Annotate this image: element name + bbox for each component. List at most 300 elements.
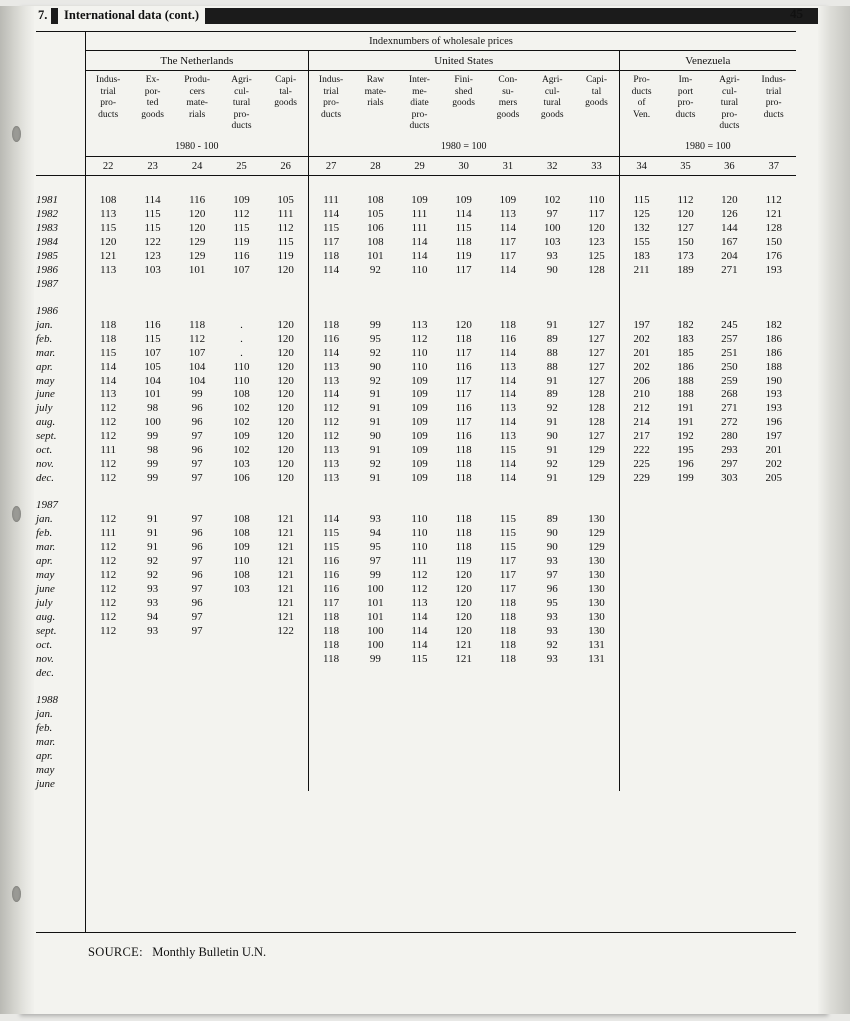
cell-27: 116 — [308, 569, 353, 583]
cell-23: 100 — [144, 416, 161, 429]
cell-37: 205 — [765, 472, 782, 485]
cell-32 — [530, 291, 574, 304]
cell-22: 112 — [85, 458, 130, 472]
cell-37: 197 — [765, 430, 782, 443]
cell-22: 113 — [85, 207, 130, 221]
cell-30: 121 — [455, 652, 472, 665]
cell-34 — [619, 555, 663, 569]
cell-28: 92 — [369, 374, 381, 387]
cell-28 — [353, 680, 397, 693]
cell-22: 113 — [85, 263, 130, 277]
cell-22: 112 — [85, 472, 130, 486]
cell-26: 120 — [277, 360, 294, 373]
table-row — [36, 318, 796, 332]
cell-33: 127 — [588, 430, 605, 443]
table-row — [36, 625, 796, 639]
row-label: jan. — [36, 318, 53, 331]
cell-23 — [130, 680, 174, 693]
cell-27: 113 — [308, 374, 353, 388]
cell-37: 186 — [765, 346, 782, 359]
cell-34 — [619, 541, 663, 555]
row-label: 1987 — [36, 499, 58, 512]
cell-29: 114 — [411, 235, 428, 248]
cell-27: 113 — [308, 444, 353, 458]
cell-25 — [220, 639, 264, 653]
cell-26: 121 — [277, 611, 294, 624]
cell-31 — [486, 721, 530, 735]
cell-22: 112 — [85, 569, 130, 583]
cell-37 — [751, 499, 796, 513]
cell-37 — [751, 735, 796, 749]
table-row — [36, 458, 796, 472]
cell-26 — [264, 639, 309, 653]
cell-36 — [707, 611, 751, 625]
cell-24: 99 — [191, 388, 203, 401]
cell-37: 193 — [765, 263, 782, 276]
cell-26: 121 — [277, 583, 294, 596]
cell-25: 112 — [233, 207, 250, 220]
cell-32 — [530, 680, 574, 693]
cell-26: 120 — [277, 416, 294, 429]
cell-32: 96 — [546, 583, 558, 596]
table-row — [36, 416, 796, 430]
cell-28: 93 — [369, 513, 381, 526]
cell-26: 121 — [277, 569, 294, 582]
cell-34: 211 — [619, 263, 663, 277]
cell-36: 297 — [721, 458, 738, 471]
cell-22 — [85, 777, 130, 791]
cell-34: 229 — [619, 472, 663, 486]
cell-26: 119 — [277, 249, 294, 262]
cell-22 — [85, 735, 130, 749]
column-header-26: Capi- tal- goods — [274, 75, 297, 108]
cell-27: 116 — [308, 583, 353, 597]
cell-28 — [353, 304, 397, 318]
row-label — [36, 291, 85, 304]
cell-34 — [619, 513, 663, 527]
cell-25: 109 — [233, 193, 250, 206]
cell-27 — [308, 277, 353, 291]
cell-32: 93 — [546, 611, 558, 624]
cell-23: 94 — [147, 611, 159, 624]
cell-34 — [619, 611, 663, 625]
cell-29: 111 — [411, 207, 428, 220]
cell-26 — [264, 735, 309, 749]
cell-27: 112 — [308, 416, 353, 430]
cell-31 — [486, 749, 530, 763]
cell-36 — [707, 527, 751, 541]
cell-36 — [707, 667, 751, 681]
page-number: 45 — [790, 6, 803, 21]
cell-28 — [353, 693, 397, 707]
cell-25: 108 — [233, 513, 250, 526]
cell-31: 117 — [499, 569, 516, 582]
cell-25 — [220, 486, 264, 499]
cell-25 — [220, 777, 264, 791]
cell-25 — [220, 707, 264, 721]
table-row — [36, 527, 796, 541]
cell-26: 120 — [277, 263, 294, 276]
cell-32: 100 — [543, 221, 561, 234]
row-label: oct. — [36, 638, 53, 651]
row-label: mar. — [36, 735, 56, 748]
row-label: feb. — [36, 527, 53, 540]
cell-35 — [664, 486, 708, 499]
cell-36: 272 — [721, 416, 738, 429]
cell-24 — [175, 735, 220, 749]
cell-26: 122 — [277, 624, 294, 637]
base-period-1: 1980 - 100 — [85, 136, 308, 157]
table-row — [36, 291, 796, 304]
cell-35 — [664, 721, 708, 735]
column-number-32: 32 — [530, 156, 574, 175]
cell-27: 112 — [308, 402, 353, 416]
row-label: feb. — [36, 332, 53, 345]
cell-28 — [353, 721, 397, 735]
cell-33: 129 — [588, 541, 605, 554]
cell-33: 123 — [588, 235, 605, 248]
cell-31 — [486, 486, 530, 499]
source-label: SOURCE: — [88, 945, 143, 959]
cell-31: 115 — [499, 444, 516, 457]
cell-35 — [664, 277, 708, 291]
cell-23: 115 — [144, 221, 161, 234]
cell-27: 113 — [308, 472, 353, 486]
cell-25: . — [240, 346, 243, 359]
cell-37: 188 — [765, 360, 782, 373]
cell-23 — [130, 291, 174, 304]
cell-26: 121 — [277, 555, 294, 568]
cell-24: 97 — [191, 624, 203, 637]
row-label: 1988 — [36, 693, 58, 706]
cell-35: 192 — [677, 430, 694, 443]
cell-30: 118 — [455, 458, 472, 471]
cell-34: 125 — [619, 207, 663, 221]
cell-30: 120 — [455, 318, 472, 331]
cell-31 — [486, 763, 530, 777]
cell-35 — [664, 555, 708, 569]
cell-25 — [220, 653, 264, 667]
cell-35: 195 — [677, 444, 694, 457]
cell-22: 111 — [85, 444, 130, 458]
cell-37 — [751, 625, 796, 639]
cell-32: 91 — [546, 472, 558, 485]
cell-25 — [220, 735, 264, 749]
cell-26: 121 — [277, 527, 294, 540]
cell-37: 128 — [765, 221, 782, 234]
cell-32: 90 — [546, 263, 558, 276]
cell-29 — [397, 680, 441, 693]
cell-32: 91 — [546, 374, 558, 387]
cell-26: 120 — [277, 374, 294, 387]
cell-35 — [664, 513, 708, 527]
cell-36: 251 — [721, 346, 738, 359]
column-number-22: 22 — [85, 156, 130, 175]
cell-37 — [751, 693, 796, 707]
cell-37: 176 — [765, 249, 782, 262]
cell-32: 89 — [546, 332, 558, 345]
column-header-31: Con- su- mers goods — [496, 75, 520, 120]
cell-27 — [308, 291, 353, 304]
cell-29 — [397, 721, 441, 735]
table-row — [36, 707, 796, 721]
cell-35 — [664, 583, 708, 597]
column-header-29: Inter- me- diate pro- ducts — [409, 75, 430, 131]
cell-23 — [130, 486, 174, 499]
cell-28: 91 — [369, 416, 381, 429]
cell-35: 127 — [677, 221, 694, 234]
cell-37: 112 — [765, 193, 782, 206]
cell-29: 112 — [411, 569, 428, 582]
row-label: aug. — [36, 416, 56, 429]
cell-34 — [619, 721, 663, 735]
cell-30: 114 — [455, 207, 472, 220]
cell-36 — [707, 680, 751, 693]
cell-32 — [530, 721, 574, 735]
cell-30: 117 — [455, 263, 472, 276]
cell-24: 112 — [189, 332, 206, 345]
cell-23: 91 — [147, 513, 159, 526]
cell-35 — [664, 541, 708, 555]
cell-36 — [707, 277, 751, 291]
cell-26 — [264, 777, 309, 791]
cell-33 — [574, 499, 619, 513]
cell-30 — [441, 304, 485, 318]
cell-29: 109 — [411, 193, 428, 206]
cell-35: 199 — [677, 472, 694, 485]
cell-36: 271 — [721, 263, 738, 276]
cell-29 — [397, 486, 441, 499]
table-row — [36, 332, 796, 346]
cell-36: 268 — [721, 388, 738, 401]
cell-32: 89 — [546, 513, 558, 526]
cell-30: 117 — [455, 416, 472, 429]
cell-30: 116 — [455, 360, 472, 373]
row-label: dec. — [36, 666, 55, 679]
cell-22: 108 — [85, 194, 130, 208]
cell-34 — [619, 304, 663, 318]
cell-28: 105 — [367, 207, 384, 220]
table-row — [36, 555, 796, 569]
cell-22: 115 — [85, 221, 130, 235]
cell-31: 114 — [499, 374, 516, 387]
cell-31: 115 — [499, 541, 516, 554]
cell-23: 103 — [144, 263, 161, 276]
cell-32: 90 — [546, 541, 558, 554]
cell-23: 91 — [147, 527, 159, 540]
cell-24 — [175, 680, 220, 693]
cell-28 — [353, 499, 397, 513]
cell-23: 91 — [147, 541, 159, 554]
column-header-23: Ex- por- ted goods — [141, 75, 164, 120]
cell-24: 129 — [188, 235, 206, 248]
table-row — [36, 263, 796, 277]
cell-25: . — [240, 318, 243, 331]
cell-29 — [397, 291, 441, 304]
column-header-24: Produ- cers mate- rials — [184, 75, 211, 120]
cell-33: 129 — [588, 444, 605, 457]
cell-30: 116 — [455, 430, 472, 443]
cell-28: 91 — [369, 402, 381, 415]
cell-36: 144 — [721, 221, 738, 234]
cell-34: 115 — [619, 194, 663, 208]
cell-27 — [308, 693, 353, 707]
cell-32: 93 — [546, 624, 558, 637]
cell-34 — [619, 653, 663, 667]
cell-37: 182 — [765, 318, 782, 331]
cell-37 — [751, 597, 796, 611]
cell-30: 118 — [455, 235, 472, 248]
table-row — [36, 402, 796, 416]
cell-31 — [486, 680, 530, 693]
row-label: jan. — [36, 707, 53, 720]
cell-25: 109 — [233, 541, 250, 554]
cell-29: 110 — [411, 527, 428, 540]
cell-34: 210 — [619, 388, 663, 402]
cell-33 — [574, 763, 619, 777]
cell-28: 101 — [367, 597, 384, 610]
cell-24 — [175, 721, 220, 735]
cell-28: 91 — [369, 444, 381, 457]
cell-22: 114 — [85, 360, 130, 374]
cell-25: 108 — [233, 527, 250, 540]
cell-35 — [664, 569, 708, 583]
cell-32 — [530, 763, 574, 777]
cell-33: 127 — [588, 346, 605, 359]
cell-34 — [619, 277, 663, 291]
cell-28: 92 — [369, 263, 381, 276]
cell-29: 110 — [411, 360, 428, 373]
cell-36 — [707, 735, 751, 749]
cell-31: 117 — [499, 249, 516, 262]
cell-23: 122 — [144, 235, 161, 248]
table-row — [36, 735, 796, 749]
cell-25: 108 — [233, 388, 250, 401]
row-label: feb. — [36, 721, 53, 734]
cell-22: 121 — [85, 249, 130, 263]
cell-25: 107 — [233, 263, 250, 276]
cell-30: 120 — [455, 583, 472, 596]
cell-24 — [175, 304, 220, 318]
cell-27: 118 — [308, 625, 353, 639]
cell-25: 102 — [233, 444, 250, 457]
cell-36: 280 — [721, 430, 738, 443]
cell-24: 96 — [191, 416, 203, 429]
cell-28: 91 — [369, 472, 381, 485]
cell-37 — [751, 513, 796, 527]
cell-28 — [353, 486, 397, 499]
cell-26 — [264, 653, 309, 667]
cell-29: 109 — [411, 388, 428, 401]
cell-29: 114 — [411, 624, 428, 637]
cell-28: 100 — [367, 583, 384, 596]
cell-25: 110 — [233, 360, 250, 373]
cell-22: 112 — [85, 416, 130, 430]
cell-31: 118 — [499, 638, 516, 651]
cell-28: 97 — [369, 555, 381, 568]
cell-27: 118 — [308, 653, 353, 667]
cell-35 — [664, 735, 708, 749]
table-row — [36, 597, 796, 611]
cell-26 — [264, 707, 309, 721]
base-period-2: 1980 = 100 — [308, 136, 619, 157]
column-group-3: Venezuela — [619, 51, 796, 71]
row-label: nov. — [36, 458, 54, 471]
cell-30 — [441, 667, 485, 681]
cell-36: 257 — [721, 332, 738, 345]
cell-22 — [85, 639, 130, 653]
cell-29 — [397, 499, 441, 513]
cell-32: 103 — [543, 235, 561, 248]
cell-34 — [619, 667, 663, 681]
cell-26: 120 — [277, 332, 294, 345]
cell-33 — [574, 693, 619, 707]
cell-37: 193 — [765, 388, 782, 401]
cell-27 — [308, 667, 353, 681]
column-header-22: Indus- trial pro- ducts — [85, 71, 130, 136]
cell-23: 93 — [147, 624, 159, 637]
cell-25: 110 — [233, 555, 250, 568]
cell-34 — [619, 625, 663, 639]
cell-24: 107 — [188, 346, 206, 359]
cell-36: 259 — [721, 374, 738, 387]
cell-29: 109 — [411, 430, 428, 443]
base-period-3: 1980 = 100 — [619, 136, 796, 157]
cell-31: 118 — [499, 611, 516, 624]
cell-28: 101 — [367, 249, 384, 262]
cell-37 — [751, 639, 796, 653]
cell-29: 110 — [411, 346, 428, 359]
cell-31: 114 — [499, 221, 516, 234]
cell-25 — [220, 291, 264, 304]
cell-33: 130 — [588, 597, 605, 610]
cell-32: 90 — [546, 527, 558, 540]
cell-24: 129 — [188, 249, 206, 262]
cell-26 — [264, 680, 309, 693]
cell-23: 99 — [147, 472, 159, 485]
cell-28: 100 — [367, 638, 384, 651]
cell-35: 189 — [677, 263, 694, 276]
cell-22 — [85, 277, 130, 291]
column-header-28: Raw mate- rials — [364, 75, 387, 108]
cell-36 — [707, 513, 751, 527]
cell-35: 191 — [677, 416, 694, 429]
cell-30: 118 — [455, 527, 472, 540]
cell-32 — [530, 777, 574, 791]
cell-28 — [353, 277, 397, 291]
cell-37 — [751, 583, 796, 597]
row-label: 1984 — [36, 235, 58, 248]
gap — [36, 175, 85, 194]
cell-34 — [619, 735, 663, 749]
cell-36 — [707, 625, 751, 639]
cell-32: 88 — [546, 346, 558, 359]
cell-33: 127 — [588, 360, 605, 373]
column-number-30: 30 — [441, 156, 485, 175]
cell-22: 112 — [85, 430, 130, 444]
cell-29: 112 — [411, 332, 428, 345]
cell-35: 185 — [677, 346, 694, 359]
cell-26: 121 — [277, 541, 294, 554]
binding-hole — [12, 126, 21, 142]
cell-36 — [707, 639, 751, 653]
cell-32 — [530, 304, 574, 318]
table-row — [36, 667, 796, 681]
cell-36: 167 — [721, 235, 738, 248]
cell-26: 120 — [277, 444, 294, 457]
cell-35: 182 — [677, 318, 694, 331]
cell-36: 126 — [721, 207, 738, 220]
